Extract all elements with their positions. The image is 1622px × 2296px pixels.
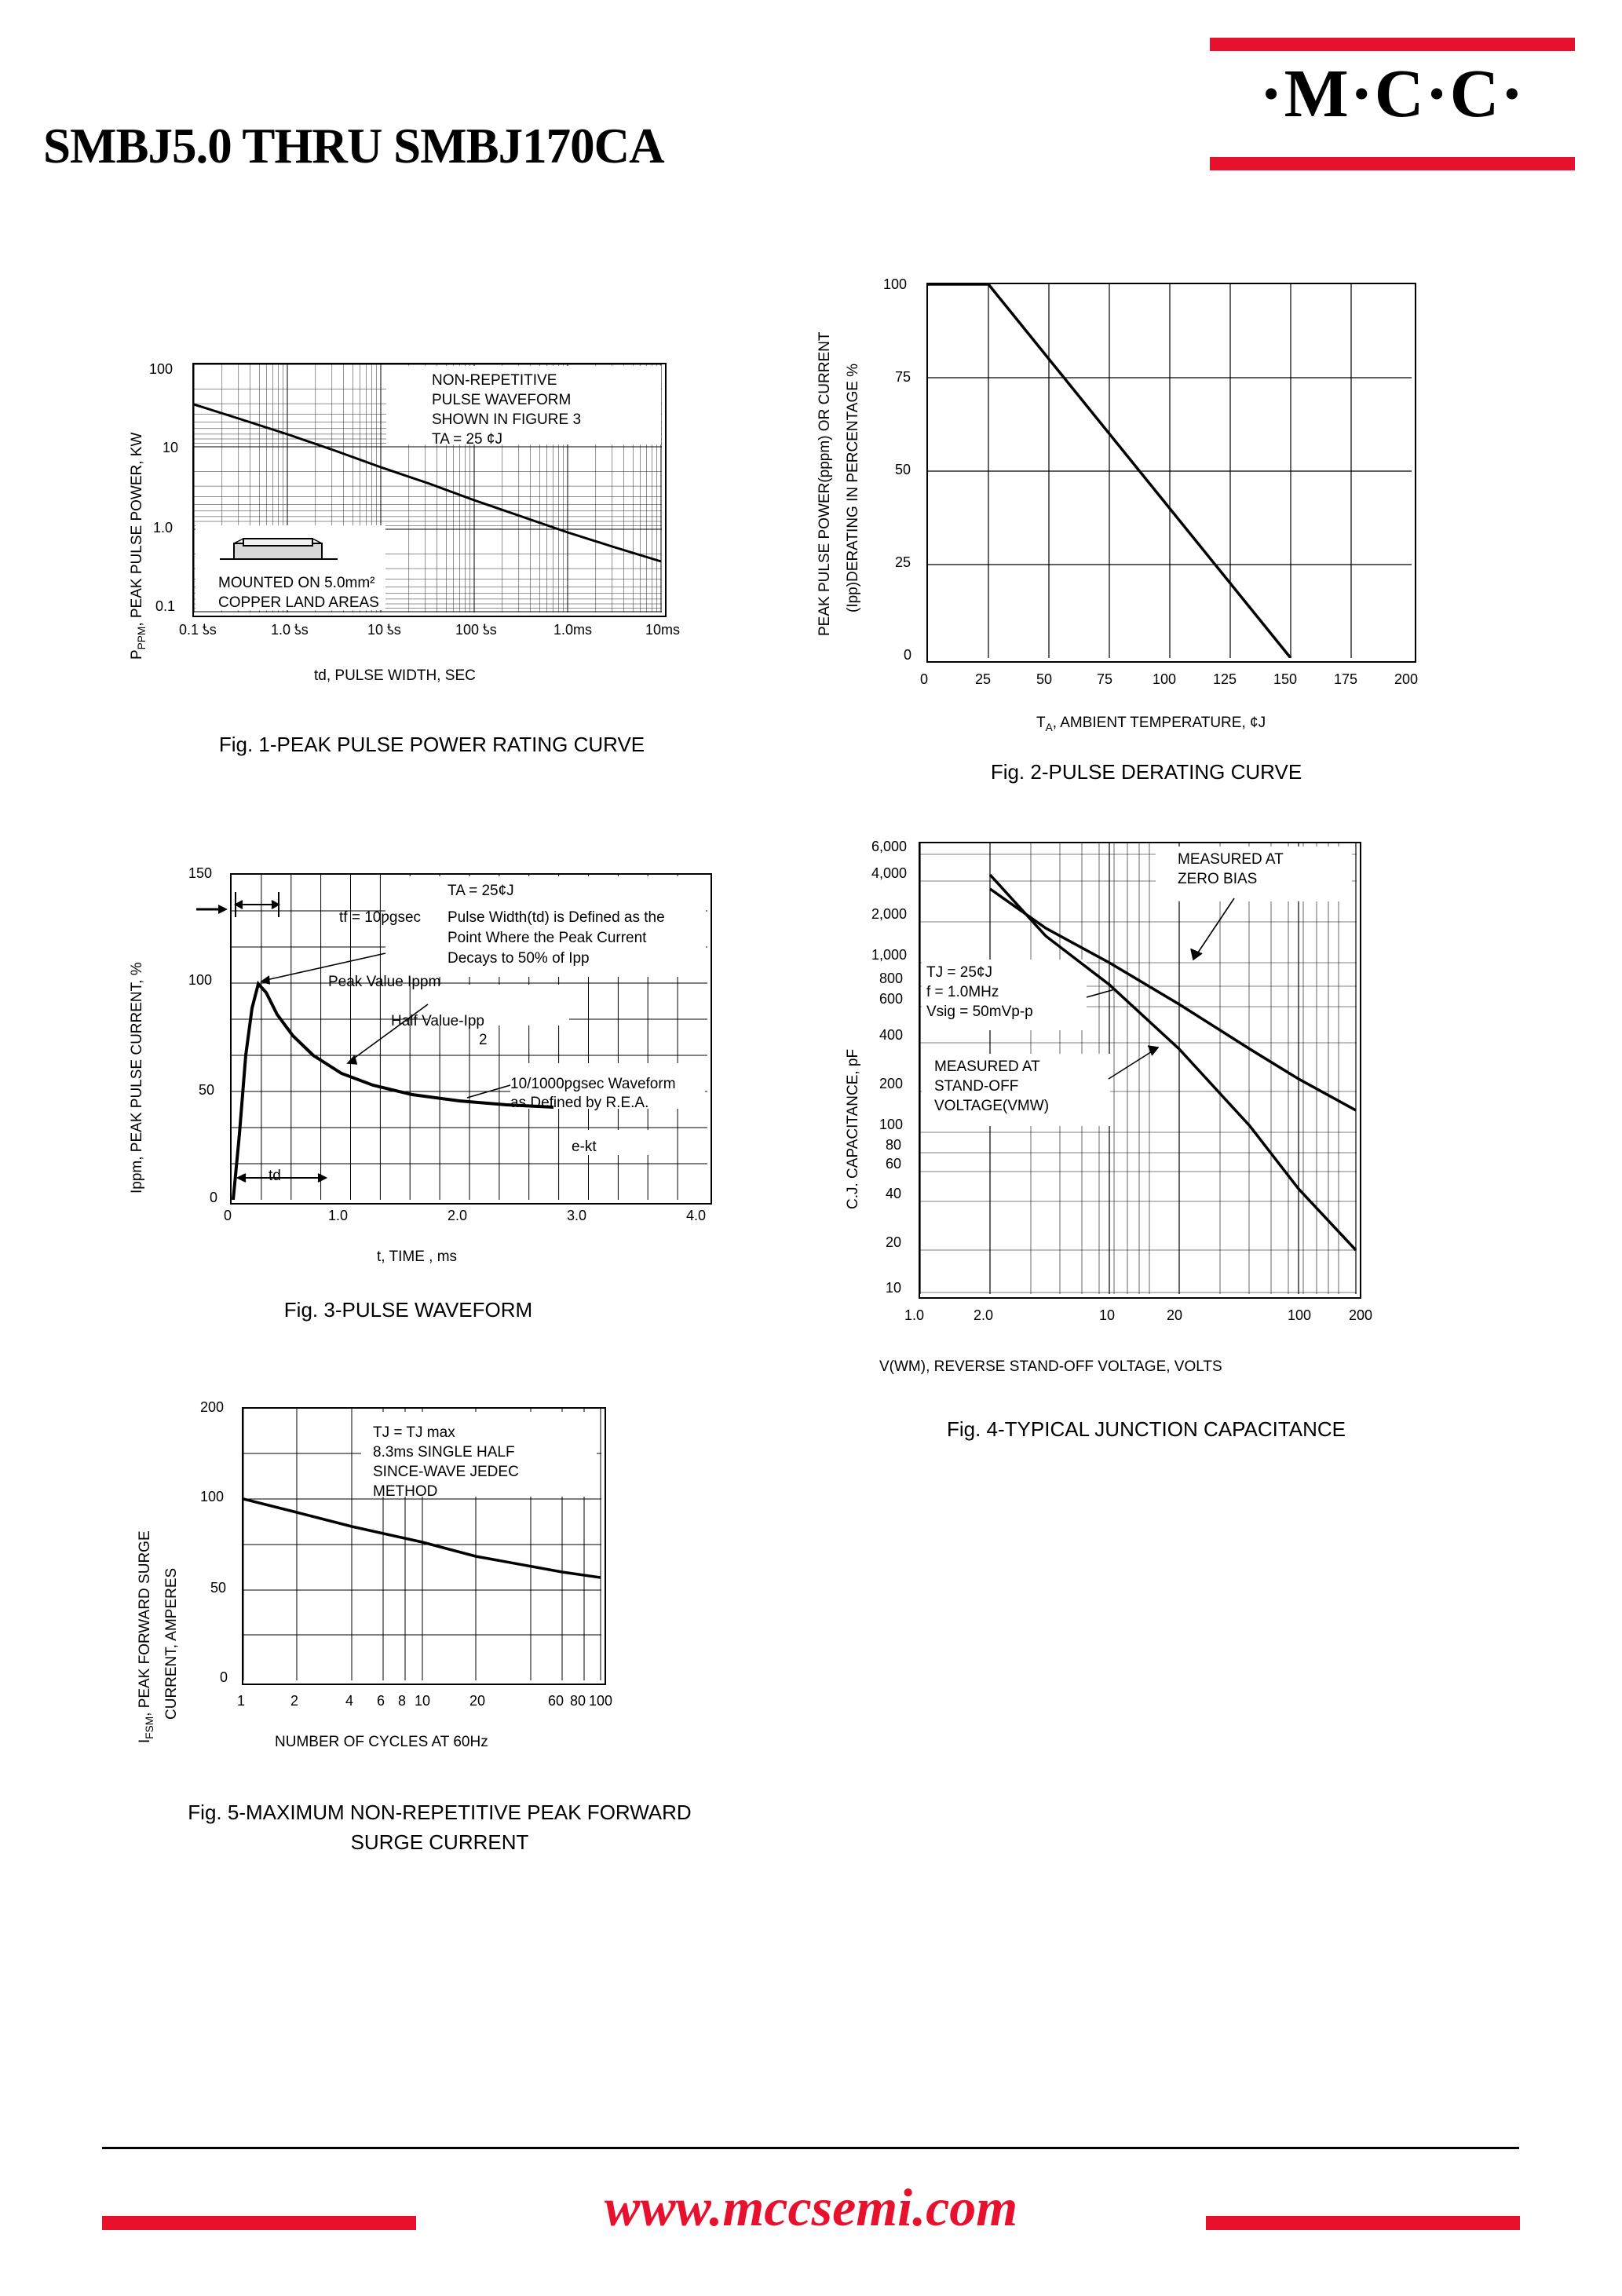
fig1-xtick-5: 10ms (645, 622, 681, 638)
fig5-xtick-10: 10 (415, 1693, 431, 1709)
fig5-xtick-20: 20 (469, 1693, 486, 1709)
fig5-xtick-1: 1 (237, 1693, 246, 1709)
fig2-x-axis-label: $T_A$, AMBIENT TEMPERATURE, ¢J (1036, 715, 1266, 733)
fig4-y-axis-label: C.J. CAPACITANCE, pF (845, 1048, 861, 1209)
fig5-xtick-6: 6 (377, 1693, 385, 1709)
fig5-ytick-50: 50 (210, 1580, 227, 1596)
figure-3 (118, 832, 746, 1382)
fig4-ytick-80: 80 (886, 1137, 902, 1153)
fig1-ytick-100: 100 (149, 361, 174, 377)
fig2-xtick-50: 50 (1036, 671, 1053, 687)
fig1-note: NON-REPETITIVE PULSE WAVEFORM SHOWN IN FIGURE 3 TA = 25 ¢J (432, 372, 582, 448)
fig2-xtick-25: 25 (975, 671, 992, 687)
fig5-xtick-4: 4 (345, 1693, 354, 1709)
fig4-note-conditions: TJ = 25¢J f = 1.0MHz Vsig = 50mVp-p (926, 964, 1033, 1020)
fig4-ytick-2000: 2,000 (871, 906, 908, 922)
fig4-ytick-1000: 1,000 (871, 947, 908, 963)
fig4-xtick-2: 2.0 (974, 1307, 994, 1323)
fig2-ytick-0: 0 (904, 647, 912, 663)
fig3-note-ta: TA = 25¢J (448, 883, 514, 899)
fig3-note-waveform: 10/1000ƿgsec Waveform (510, 1076, 676, 1092)
fig1-xtick-3: 100 ƾs (455, 622, 497, 638)
fig4-xtick-200: 200 (1349, 1307, 1373, 1323)
fig4-ytick-60: 60 (886, 1156, 902, 1172)
figure-4 (824, 817, 1452, 1476)
fig3-ytick-0: 0 (210, 1190, 218, 1205)
fig3-note-tf: tf = 10ƿgsec (339, 909, 422, 926)
logo-bar-top (1210, 38, 1575, 51)
fig3-note-rea: as Defined by R.E.A. (510, 1095, 649, 1111)
fig3-note-ekt: e-kt (572, 1139, 597, 1155)
fig2-xtick-75: 75 (1097, 671, 1113, 687)
fig1-package-drawing (220, 532, 338, 570)
fig2-plot (926, 283, 1416, 663)
fig4-ytick-20: 20 (886, 1234, 902, 1250)
fig3-xtick-0: 0 (224, 1208, 232, 1223)
fig4-ytick-600: 600 (879, 991, 904, 1007)
fig3-xtick-2: 2.0 (448, 1208, 468, 1223)
fig5-note: TJ = TJ max 8.3ms SINGLE HALF SINCE-WAVE JEDEC METHOD (373, 1424, 519, 1500)
fig3-xtick-4: 4.0 (686, 1208, 707, 1223)
fig1-y-axis-label: $P_{PPM}$, PEAK PULSE POWER, KW (129, 432, 148, 660)
fig3-note-peakvalue: Peak Value Ippm (328, 974, 441, 990)
fig4-xtick-10: 10 (1099, 1307, 1116, 1323)
fig1-xtick-4: 1.0ms (553, 622, 593, 638)
fig2-y-axis-label-2: (Ipp)DERATING IN PERCENTAGE % (845, 363, 861, 612)
fig4-xtick-100: 100 (1288, 1307, 1312, 1323)
fig5-x-axis-label: NUMBER OF CYCLES AT 60Hz (275, 1734, 488, 1750)
fig3-caption: Fig. 3-PULSE WAVEFORM (283, 1298, 533, 1322)
fig5-xtick-8: 8 (398, 1693, 407, 1709)
fig4-ytick-100: 100 (879, 1117, 904, 1132)
fig3-note-pulsewidth: Pulse Width(td) is Defined as the (448, 909, 665, 926)
fig3-xtick-3: 3.0 (567, 1208, 587, 1223)
fig2-xtick-150: 150 (1273, 671, 1298, 687)
fig2-ytick-50: 50 (895, 462, 911, 477)
page-header (0, 0, 1622, 236)
fig1-xtick-1: 1.0 ƾs (271, 622, 309, 638)
figure-5 (118, 1382, 746, 1932)
fig4-ytick-6000: 6,000 (871, 839, 908, 854)
fig4-ytick-400: 400 (879, 1027, 904, 1043)
fig4-note-zero-bias: MEASURED AT ZERO BIAS (1178, 851, 1284, 887)
mcc-logo (1210, 38, 1575, 187)
footer-website-link[interactable]: www.mccsemi.com (604, 2177, 1018, 2237)
fig3-note-decays: Decays to 50% of Ipp (448, 950, 590, 967)
fig3-ytick-50: 50 (199, 1082, 215, 1098)
fig1-caption: Fig. 1-PEAK PULSE POWER RATING CURVE (218, 733, 645, 756)
figure-2 (801, 243, 1452, 817)
fig2-xtick-175: 175 (1334, 671, 1358, 687)
fig3-peak-arrow-icon (196, 901, 231, 917)
fig2-xtick-0: 0 (920, 671, 929, 687)
fig4-ytick-800: 800 (879, 971, 904, 986)
fig1-x-axis-label: td, PULSE WIDTH, SEC (314, 667, 476, 684)
fig5-ytick-100: 100 (200, 1489, 225, 1504)
fig3-xtick-1: 1.0 (328, 1208, 349, 1223)
logo-bar-bottom (1210, 157, 1575, 170)
fig1-ytick-0.1: 0.1 (155, 598, 176, 614)
fig3-note-two: 2 (479, 1032, 488, 1048)
fig2-xtick-100: 100 (1153, 671, 1177, 687)
fig5-xtick-60: 60 (548, 1693, 564, 1709)
fig4-note-standoff: MEASURED AT STAND-OFF VOLTAGE(VMW) (934, 1058, 1050, 1114)
fig3-note-halfvalue: Half Value-Ipp (391, 1013, 484, 1029)
fig3-ytick-100: 100 (188, 972, 213, 988)
fig2-ytick-25: 25 (895, 554, 911, 570)
fig2-ytick-100: 100 (883, 276, 908, 292)
fig4-caption: Fig. 4-TYPICAL JUNCTION CAPACITANCE (946, 1417, 1346, 1441)
fig4-ytick-200: 200 (879, 1076, 904, 1091)
fig2-xtick-125: 125 (1213, 671, 1237, 687)
fig4-ytick-40: 40 (886, 1186, 902, 1201)
page-footer (0, 2139, 1622, 2296)
fig5-caption-line1: Fig. 5-MAXIMUM NON-REPETITIVE PEAK FORWARD (188, 1801, 692, 1824)
fig4-ytick-10: 10 (886, 1280, 902, 1296)
fig3-note-point: Point Where the Peak Current (448, 930, 647, 946)
figure-1 (118, 314, 746, 817)
footer-rule (102, 2147, 1519, 2149)
fig1-inset-note: MOUNTED ON 5.0mm² COPPER LAND AREAS (218, 575, 379, 611)
fig5-ytick-0: 0 (220, 1669, 228, 1685)
fig5-y-axis-label-1: $I_{FSM}$, PEAK FORWARD SURGE (137, 1530, 155, 1743)
fig5-caption-line2: SURGE CURRENT (350, 1830, 529, 1854)
fig2-y-axis-label-1: PEAK PULSE POWER(pppm) OR CURRENT (816, 331, 833, 636)
fig2-xtick-200: 200 (1394, 671, 1419, 687)
footer-bar-right (1206, 2216, 1520, 2230)
fig5-xtick-2: 2 (290, 1693, 299, 1709)
fig1-xtick-0: 0.1 ƾs (179, 622, 217, 638)
fig2-ytick-75: 75 (895, 369, 911, 385)
page-title: SMBJ5.0 THRU SMBJ170CA (43, 119, 664, 174)
fig4-xtick-1: 1.0 (904, 1307, 925, 1323)
fig1-ytick-10: 10 (163, 440, 179, 455)
fig4-x-axis-label: V(WM), REVERSE STAND-OFF VOLTAGE, VOLTS (879, 1358, 1222, 1375)
fig2-caption: Fig. 2-PULSE DERATING CURVE (990, 760, 1302, 784)
fig3-note-td: td (269, 1168, 281, 1184)
fig5-y-axis-label-2: CURRENT, AMPERES (163, 1567, 180, 1720)
fig3-x-axis-label: t, TIME , ms (377, 1249, 458, 1265)
fig5-ytick-200: 200 (200, 1399, 225, 1415)
fig1-xtick-2: 10 ƾs (367, 622, 401, 638)
fig1-ytick-1: 1.0 (153, 520, 174, 536)
fig5-xtick-80: 80 (570, 1693, 586, 1709)
fig5-xtick-100: 100 (589, 1693, 613, 1709)
fig3-y-axis-label: Ippm, PEAK PULSE CURRENT, % (129, 962, 145, 1194)
fig4-xtick-20: 20 (1167, 1307, 1183, 1323)
fig3-ytick-150: 150 (188, 865, 213, 881)
logo-text: ·M·C·C· (1259, 55, 1525, 131)
fig4-ytick-4000: 4,000 (871, 865, 908, 881)
